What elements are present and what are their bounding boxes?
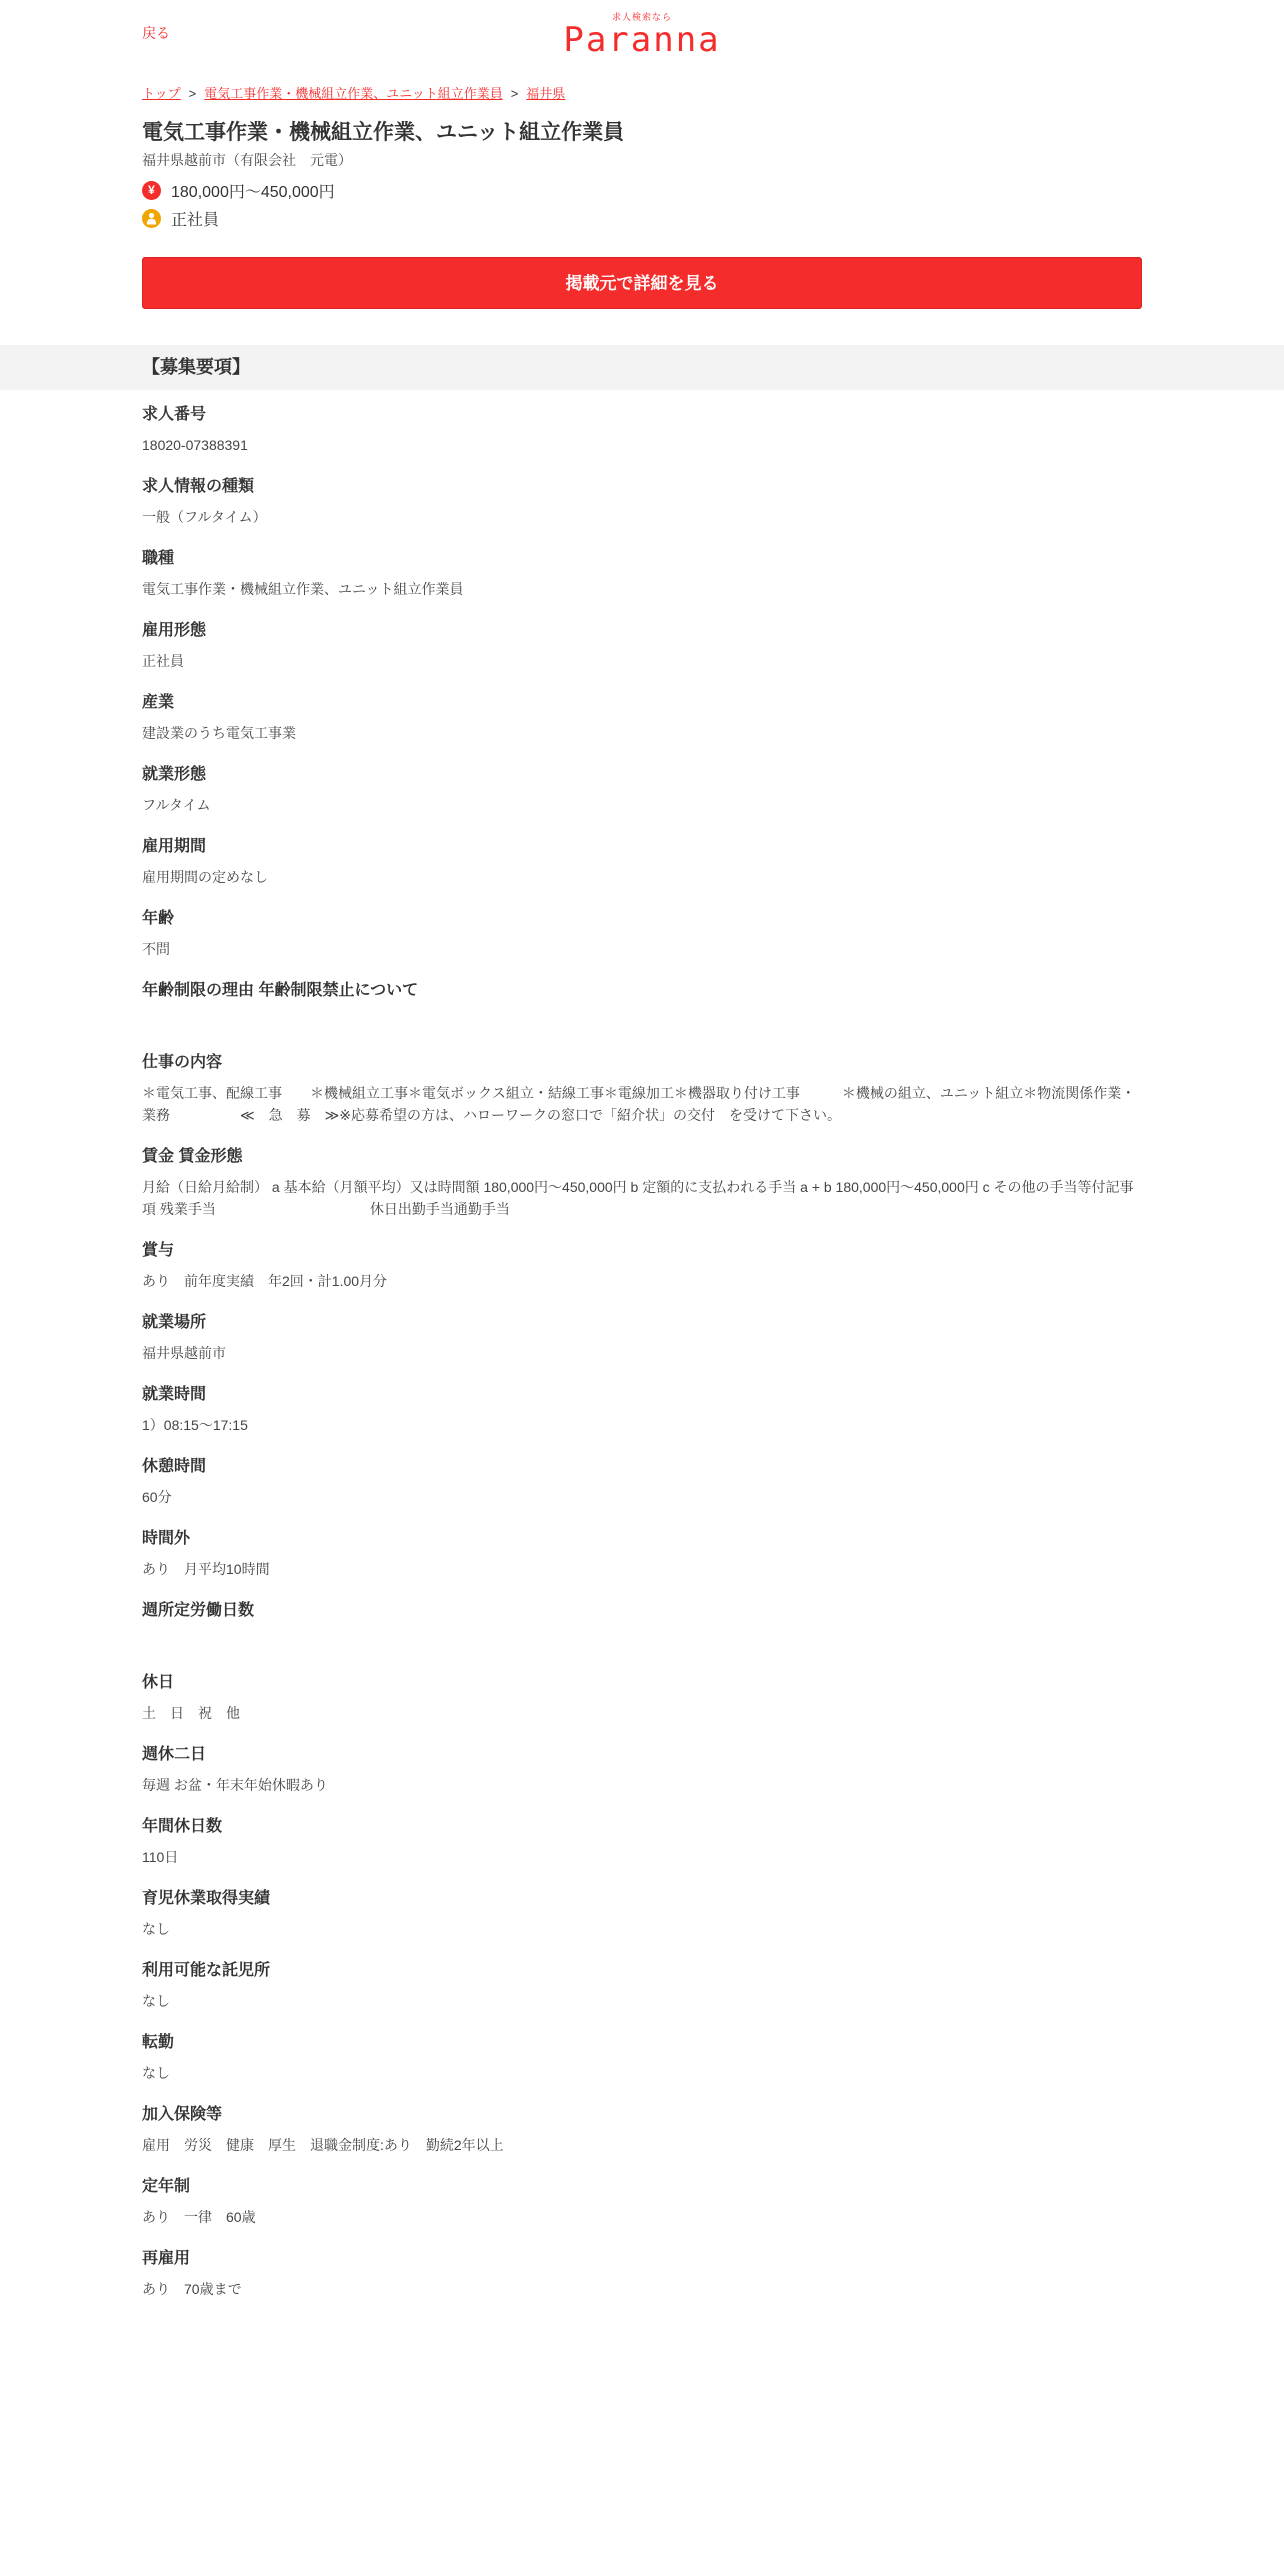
detail-value: あり 月平均10時間: [142, 1561, 270, 1577]
section-title: 【募集要項】: [142, 357, 250, 377]
detail-item: [142, 404, 1142, 456]
detail-item: [142, 1672, 1142, 1724]
detail-label: 職種: [142, 550, 175, 567]
job-title: 電気工事作業・機械組立作業、ユニット組立作業員: [142, 121, 625, 144]
detail-item: [142, 1240, 1142, 1292]
detail-item: [142, 1960, 1142, 2012]
logo[interactable]: [563, 12, 720, 58]
detail-item: [142, 1384, 1142, 1436]
detail-value: 1）08:15～17:15: [142, 1417, 248, 1433]
employment-type: 正社員: [171, 211, 220, 229]
detail-item: [142, 1600, 1142, 1652]
detail-value: [142, 1630, 1142, 1652]
logo-wordmark: Paranna: [563, 20, 721, 60]
detail-value: 不問: [142, 941, 170, 957]
breadcrumb-separator: >: [510, 86, 519, 101]
page: [142, 0, 1142, 309]
detail-label: 年間休日数: [142, 1818, 223, 1835]
detail-item: [142, 2176, 1142, 2228]
detail-item: [142, 1456, 1142, 1508]
detail-item: [142, 2248, 1142, 2300]
detail-item: [142, 1312, 1142, 1364]
detail-label: 利用可能な託児所: [142, 1962, 271, 1979]
detail-label: 週休二日: [142, 1746, 207, 1763]
detail-label: 加入保険等: [142, 2106, 223, 2123]
breadcrumb-item-occupation[interactable]: 電気工事作業・機械組立作業、ユニット組立作業員: [204, 86, 503, 101]
detail-value: 建設業のうち電気工事業: [142, 725, 296, 741]
detail-value: 110日: [142, 1849, 179, 1865]
detail-label: 転勤: [142, 2034, 175, 2051]
detail-value: なし: [142, 2065, 170, 2081]
detail-value: ＊電気工事、配線工事 ＊機械組立工事＊電気ボックス組立・結線工事＊電線加工＊機器取り付け工事 ＊機械の組立、ユニット組立＊物流関係作業・業務 ≪ 急 募 ≫※応募希望の方は、ハローワークの窓口で「紹介状」の交付 を受けて下さい。: [142, 1085, 1136, 1123]
detail-label: 賞与: [142, 1242, 175, 1259]
detail-item: [142, 1146, 1142, 1220]
detail-label: 就業時間: [142, 1386, 207, 1403]
detail-value: 18020-07388391: [142, 437, 248, 453]
back-link[interactable]: 戻る: [142, 25, 170, 41]
breadcrumb-item-prefecture[interactable]: 福井県: [526, 86, 566, 101]
detail-value: 一般（フルタイム）: [142, 509, 267, 525]
detail-item: [142, 2104, 1142, 2156]
detail-value: 電気工事作業・機械組立作業、ユニット組立作業員: [142, 581, 464, 597]
detail-item: [142, 1052, 1142, 1126]
detail-label: 休日: [142, 1674, 175, 1691]
detail-item: [142, 980, 1142, 1032]
detail-item: [142, 2032, 1142, 2084]
detail-label: 育児休業取得実績: [142, 1890, 271, 1907]
salary-range: 180,000円～450,000円: [171, 183, 335, 201]
detail-value: フルタイム: [142, 797, 211, 813]
detail-item: [142, 1528, 1142, 1580]
detail-value: 毎週 お盆・年末年始休暇あり: [142, 1777, 328, 1793]
yen-icon: ¥: [142, 181, 161, 200]
detail-value: 月給（日給月給制） a 基本給（月額平均）又は時間額 180,000円～450,000円 b 定額的に支払われる手当 a + b 180,000円～450,000円 c その他の手当等付記事項 残業手当 休日出勤手当通勤手当: [142, 1179, 1134, 1217]
detail-label: 時間外: [142, 1530, 191, 1547]
detail-item: [142, 764, 1142, 816]
detail-item: [142, 620, 1142, 672]
detail-item: [142, 1744, 1142, 1796]
detail-label: 仕事の内容: [142, 1054, 223, 1071]
detail-label: 年齢制限の理由 年齢制限禁止について: [142, 982, 419, 999]
detail-label: 週所定労働日数: [142, 1602, 255, 1619]
detail-item: [142, 548, 1142, 600]
detail-value: 土 日 祝 他: [142, 1705, 240, 1721]
person-icon: [142, 209, 161, 228]
detail-value: 福井県越前市: [142, 1345, 226, 1361]
detail-value: あり 70歳まで: [142, 2281, 242, 2297]
header: [142, 0, 1142, 62]
section-header: [0, 345, 1284, 390]
breadcrumb-item-top[interactable]: トップ: [142, 86, 181, 101]
logo-tagline: 求人検索なら: [611, 12, 673, 22]
detail-value: 60分: [142, 1489, 172, 1505]
detail-value: 正社員: [142, 653, 184, 669]
detail-value: あり 一律 60歳: [142, 2209, 256, 2225]
detail-label: 年齢: [142, 910, 175, 927]
detail-item: [142, 1888, 1142, 1940]
detail-label: 産業: [142, 694, 175, 711]
detail-label: 就業場所: [142, 1314, 207, 1331]
job-details-list: [142, 404, 1142, 2300]
detail-label: 就業形態: [142, 766, 207, 783]
detail-item: [142, 476, 1142, 528]
salary-row: [142, 180, 1142, 200]
detail-value: なし: [142, 1921, 170, 1937]
detail-value: なし: [142, 1993, 170, 2009]
breadcrumb: [142, 83, 1142, 103]
detail-label: 雇用期間: [142, 838, 207, 855]
company-location: 福井県越前市（有限会社 元電）: [142, 152, 352, 168]
detail-label: 求人情報の種類: [142, 478, 255, 495]
detail-label: 求人番号: [142, 406, 207, 423]
detail-label: 定年制: [142, 2178, 191, 2195]
detail-value: 雇用 労災 健康 厚生 退職金制度:あり 勤続2年以上: [142, 2137, 504, 2153]
detail-label: 雇用形態: [142, 622, 207, 639]
detail-value: 雇用期間の定めなし: [142, 869, 268, 885]
detail-value: あり 前年度実績 年2回・計1.00月分: [142, 1273, 388, 1289]
detail-value: [142, 1010, 1142, 1032]
detail-item: [142, 692, 1142, 744]
employment-row: [142, 208, 1142, 228]
detail-item: [142, 1816, 1142, 1868]
breadcrumb-separator: >: [188, 86, 197, 101]
detail-label: 休憩時間: [142, 1458, 207, 1475]
view-source-details-button[interactable]: 掲載元で詳細を見る: [142, 257, 1142, 309]
detail-item: [142, 836, 1142, 888]
detail-item: [142, 908, 1142, 960]
detail-label: 再雇用: [142, 2250, 191, 2267]
detail-label: 賃金 賃金形態: [142, 1148, 243, 1165]
